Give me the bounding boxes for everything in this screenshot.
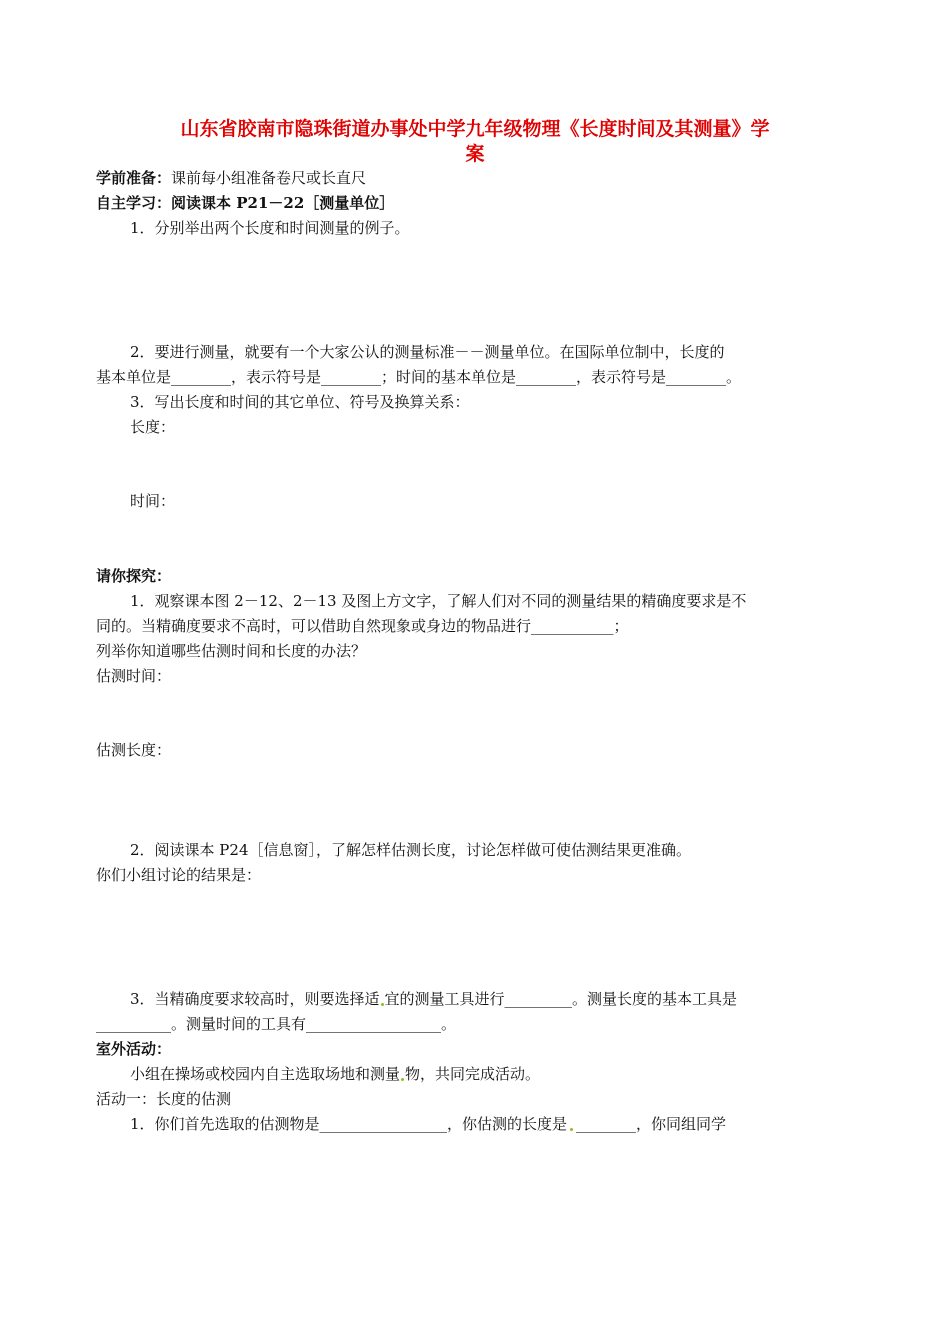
activity-one-item1-part-b: ________，你同组同学 <box>576 1115 727 1133</box>
outdoor-intro-part-b: 物，共同完成活动。 <box>405 1065 541 1083</box>
time-label: 时间： <box>130 492 176 510</box>
explore-q3-line1-part-b: 宜的测量工具进行_________。测量长度的基本工具是 <box>384 990 738 1008</box>
self-study-q2-line2: 基本单位是________，表示符号是________；时间的基本单位是________，表示符号是________。 <box>96 368 742 386</box>
explore-q2-line1: 2．阅读课本 P24［信息窗］，了解怎样估测长度，讨论怎样做可使估测结果更准确。 <box>130 841 691 859</box>
explore-label: 请你探究： <box>96 567 172 585</box>
length-label: 长度： <box>130 418 176 436</box>
explore-q1-line3: 列举你知道哪些估测时间和长度的办法？ <box>96 642 367 660</box>
marker-dot <box>381 1003 384 1006</box>
marker-dot <box>401 1078 404 1081</box>
prep-text: 课前每小组准备卷尺或长直尺 <box>171 169 367 187</box>
self-study-q2-line1: 2．要进行测量，就要有一个大家公认的测量标准－－测量单位。在国际单位制中，长度的 <box>130 343 725 361</box>
explore-q3-line1-part-a: 3．当精确度要求较高时，则要选择适 <box>130 990 380 1008</box>
self-study-label: 自主学习： <box>96 194 172 212</box>
explore-q3-line2: __________。测量时间的工具有__________________。 <box>96 1015 457 1033</box>
estimate-length-label: 估测长度： <box>96 741 172 759</box>
activity-one-title: 活动一：长度的估测 <box>96 1090 232 1108</box>
explore-q1-line2: 同的。当精确度要求不高时，可以借助自然现象或身边的物品进行___________； <box>96 617 629 635</box>
marker-dot <box>570 1128 573 1131</box>
outdoor-label: 室外活动： <box>96 1040 172 1058</box>
explore-q2-line2: 你们小组讨论的结果是： <box>96 866 262 884</box>
explore-q3-line1 <box>130 989 737 1009</box>
prep-line <box>96 168 366 188</box>
self-study-q3: 3．写出长度和时间的其它单位、符号及换算关系： <box>130 393 470 411</box>
outdoor-intro-part-a: 小组在操场或校园内自主选取场地和测量 <box>130 1065 401 1083</box>
explore-q1-line1: 1．观察课本图 2－12、2－13 及图上方文字，了解人们对不同的测量结果的精确度要求是不 <box>130 592 747 610</box>
document-title-line2: 案 <box>465 143 485 165</box>
activity-one-item1-part-a: 1．你们首先选取的估测物是_________________，你估测的长度是 <box>130 1115 568 1133</box>
self-study-q1: 1．分别举出两个长度和时间测量的例子。 <box>130 219 410 237</box>
prep-label: 学前准备： <box>96 169 172 187</box>
activity-one-item1 <box>130 1114 726 1134</box>
estimate-time-label: 估测时间： <box>96 667 172 685</box>
self-study-text: 阅读课本 P21－22［测量单位］ <box>171 194 395 212</box>
document-title-line1: 山东省胶南市隐珠街道办事处中学九年级物理《长度时间及其测量》学 <box>180 118 770 140</box>
outdoor-intro <box>130 1064 540 1084</box>
self-study-line <box>96 193 394 213</box>
